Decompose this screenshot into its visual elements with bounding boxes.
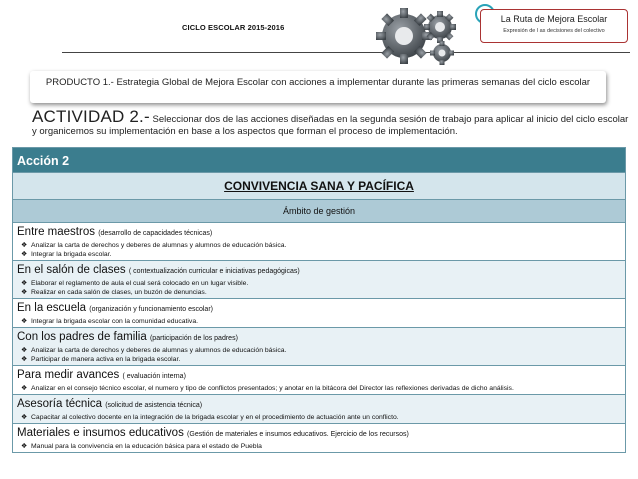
list-item: ❖ Analizar la carta de derechos y deberes de alumnas y alumnos de educación básica.	[21, 242, 287, 249]
list-item: ❖ Capacitar al colectivo docente en la integración de la brigada escolar y en el procedimiento de actuación ante un conflicto.	[21, 414, 399, 421]
diamond-bullet-icon: ❖	[21, 443, 28, 450]
actividad-block	[32, 107, 630, 138]
ruta-title: La Ruta de Mejora Escolar	[500, 14, 608, 24]
list-item: ❖ Participar de manera activa en la brigada escolar.	[21, 356, 181, 363]
ambito-heading: Ámbito de gestión	[12, 200, 626, 223]
section-materiales-insumos	[12, 424, 626, 453]
list-item: ❖ Manual para la convivencia en la educación básica para el estado de Puebla	[21, 443, 262, 450]
diamond-bullet-icon: ❖	[21, 289, 28, 296]
section-salon-de-clases	[12, 261, 626, 299]
gears-icon	[370, 3, 472, 69]
section-medir-avances	[12, 366, 626, 395]
section-title: Materiales e insumos educativos	[17, 427, 184, 439]
section-en-la-escuela	[12, 299, 626, 328]
section-note: ( contextualización curricular e iniciativas pedagógicas)	[128, 268, 300, 275]
diamond-bullet-icon: ❖	[21, 414, 28, 421]
list-item: ❖ Realizar en cada salón de clases, un buzón de denuncias.	[21, 289, 207, 296]
header-divider	[62, 52, 630, 53]
list-item: ❖ Integrar la brigada escolar con la comunidad educativa.	[21, 318, 199, 325]
section-title: Para medir avances	[17, 369, 120, 381]
accion-table	[12, 147, 626, 479]
section-note: (participación de los padres)	[149, 335, 238, 342]
diamond-bullet-icon: ❖	[21, 347, 28, 354]
convivencia-heading: CONVIVENCIA SANA Y PACÍFICA	[12, 173, 626, 200]
accion-header: Acción 2	[12, 147, 626, 173]
section-title: Con los padres de familia	[17, 331, 147, 343]
section-asesoria-tecnica	[12, 395, 626, 424]
diamond-bullet-icon: ❖	[21, 356, 28, 363]
section-note: (Gestión de materiales e insumos educativos. Ejercicio de los recursos)	[187, 431, 409, 438]
list-item: ❖ Analizar en el consejo técnico escolar, el numero y tipo de conflictos presentados; y anotar en la bitácora del Director las reflexiones derivadas de dicho análisis.	[21, 385, 514, 392]
diamond-bullet-icon: ❖	[21, 318, 28, 325]
diamond-bullet-icon: ❖	[21, 242, 28, 249]
ciclo-escolar-title: CICLO ESCOLAR 2015-2016	[182, 23, 285, 32]
section-title: Entre maestros	[17, 226, 95, 238]
section-title: Asesoría técnica	[17, 398, 103, 410]
list-item: ❖ Elaborar el reglamento de aula el cual será colocado en un lugar visible.	[21, 280, 249, 287]
section-title: En el salón de clases	[17, 264, 126, 276]
diamond-bullet-icon: ❖	[21, 251, 28, 258]
section-padres-de-familia	[12, 328, 626, 366]
list-item: ❖ Analizar la carta de derechos y deberes de alumnas y alumnos de educación básica.	[21, 347, 287, 354]
section-note: ( evaluación interna)	[122, 373, 186, 380]
diamond-bullet-icon: ❖	[21, 385, 28, 392]
ruta-mejora-badge	[480, 9, 628, 43]
section-title: En la escuela	[17, 302, 87, 314]
ruta-subtitle: Expresión de l as decisiones del colectivo	[503, 28, 605, 34]
diamond-bullet-icon: ❖	[21, 280, 28, 287]
section-note: (solicitud de asistencia técnica)	[105, 402, 203, 409]
producto-banner: PRODUCTO 1.- Estrategia Global de Mejora Escolar con acciones a implementar durante las primeras semanas del ciclo escolar	[30, 71, 606, 103]
list-item: ❖ Integrar la brigada escolar.	[21, 251, 112, 258]
section-note: (desarrollo de capacidades técnicas)	[98, 230, 213, 237]
section-note: (organización y funcionamiento escolar)	[89, 306, 213, 313]
actividad-label: ACTIVIDAD 2.-	[32, 107, 150, 126]
section-entre-maestros	[12, 223, 626, 261]
actividad-text: Seleccionar dos de las acciones diseñadas en la segunda sesión de trabajo para aplicar al inicio del ciclo escolar y organicemos su implementación en base a los aspectos que forman el proceso de implementación.	[32, 114, 629, 137]
